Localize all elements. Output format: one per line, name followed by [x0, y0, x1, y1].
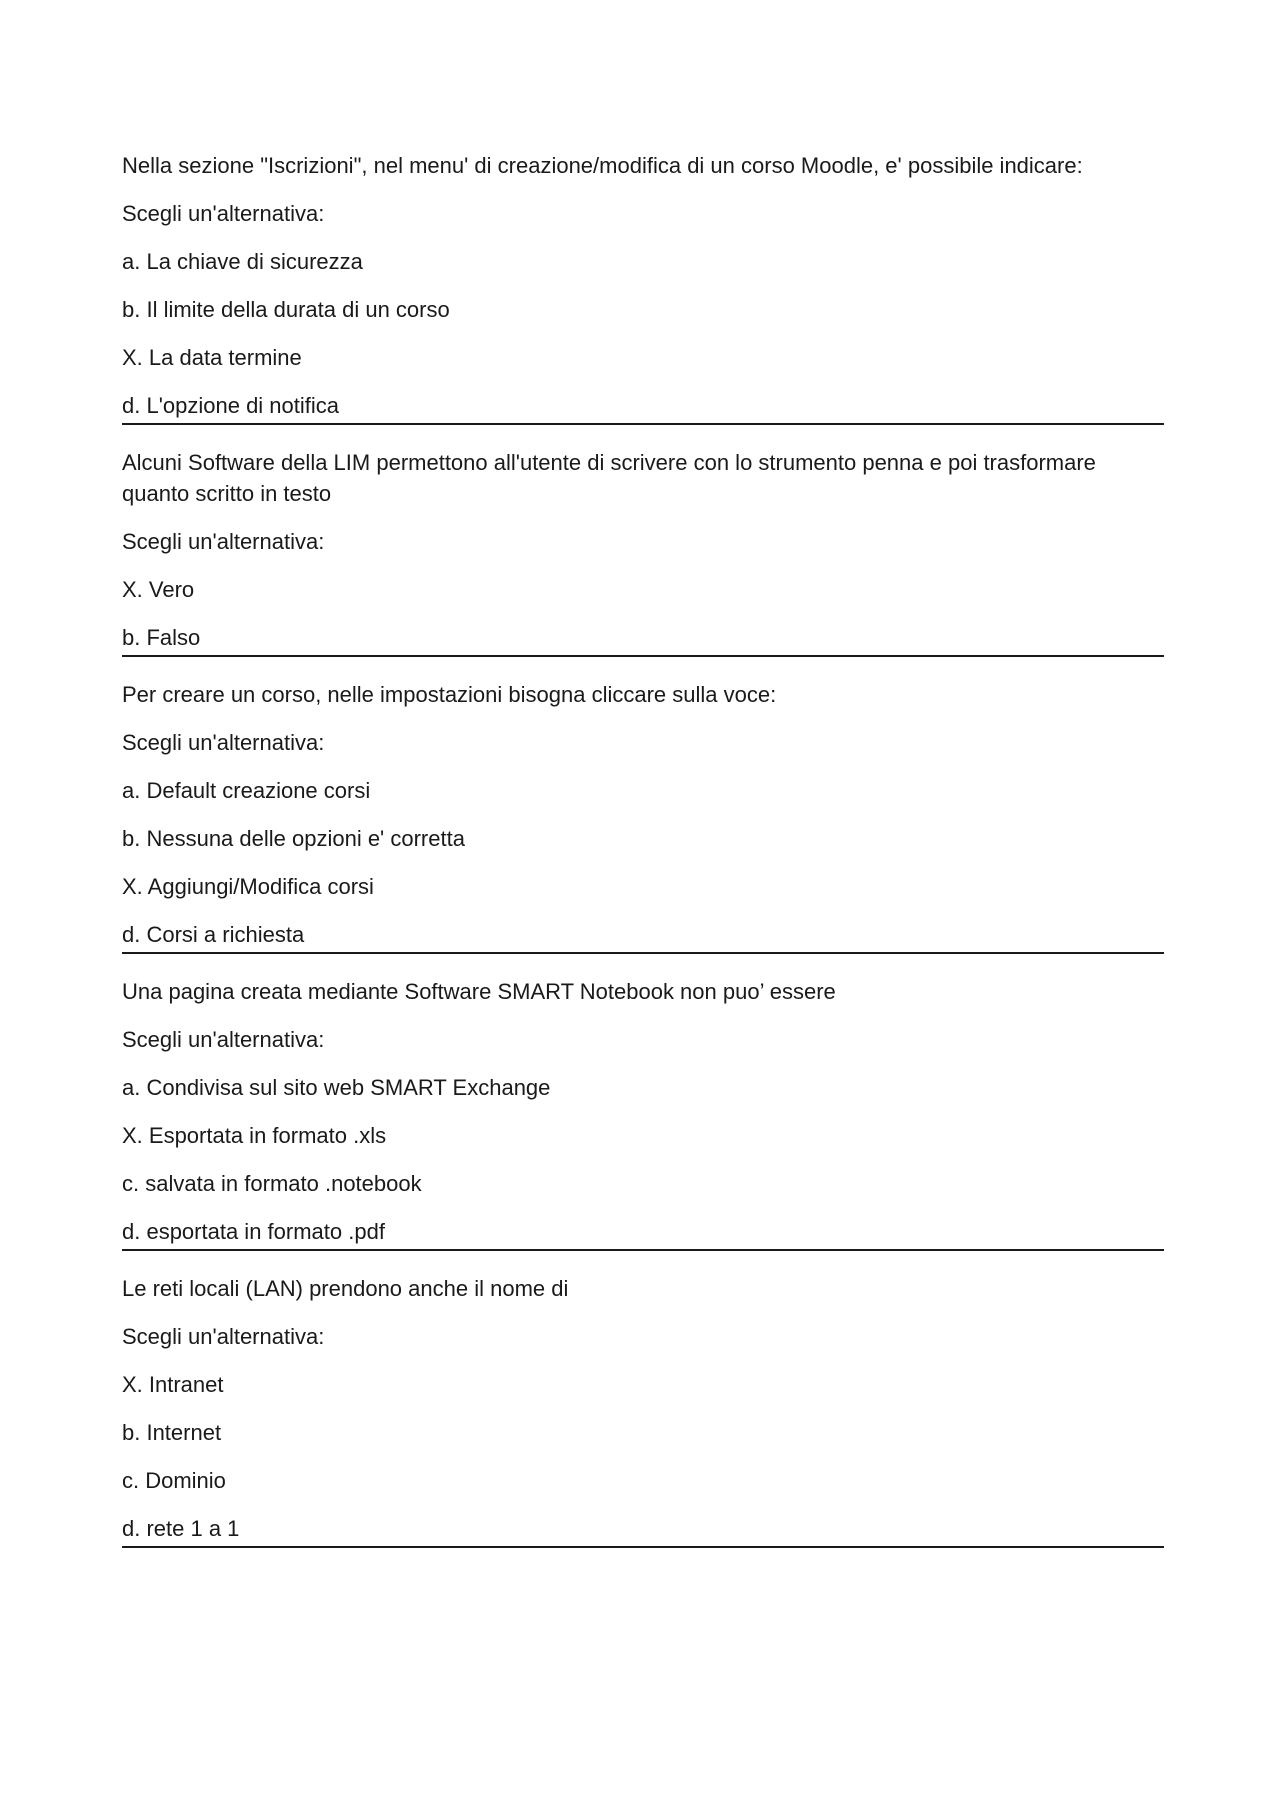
question-block	[122, 447, 1164, 657]
answer-option: b. Il limite della durata di un corso	[122, 297, 450, 322]
question-block	[122, 1273, 1164, 1548]
answer-option: b. Falso	[122, 625, 201, 650]
answer-option: a. Condivisa sul sito web SMART Exchange	[122, 1075, 551, 1100]
question-block	[122, 976, 1164, 1251]
answer-option: X. Esportata in formato .xls	[122, 1123, 387, 1148]
answer-option: X. Intranet	[122, 1372, 224, 1397]
answer-option: a. La chiave di sicurezza	[122, 249, 363, 274]
answer-option: d. rete 1 a 1	[122, 1516, 240, 1541]
answer-option: X. La data termine	[122, 345, 302, 370]
answer-option: a. Default creazione corsi	[122, 778, 371, 803]
question-block	[122, 150, 1164, 425]
choice-prompt: Scegli un'alternativa:	[122, 529, 325, 554]
choice-prompt: Scegli un'alternativa:	[122, 1324, 325, 1349]
choice-prompt: Scegli un'alternativa:	[122, 1027, 325, 1052]
answer-option: d. esportata in formato .pdf	[122, 1219, 385, 1244]
choice-prompt: Scegli un'alternativa:	[122, 730, 325, 755]
answer-option: d. Corsi a richiesta	[122, 922, 305, 947]
question-block	[122, 679, 1164, 954]
question-text: Le reti locali (LAN) prendono anche il nome di	[122, 1276, 569, 1301]
question-text: Alcuni Software della LIM permettono all'utente di scrivere con lo strumento penna e poi trasformare quanto scritto in testo	[122, 450, 1096, 506]
question-text: Per creare un corso, nelle impostazioni bisogna cliccare sulla voce:	[122, 682, 777, 707]
question-text: Una pagina creata mediante Software SMART Notebook non puo’ essere	[122, 979, 836, 1004]
answer-option: b. Nessuna delle opzioni e' corretta	[122, 826, 465, 851]
choice-prompt: Scegli un'alternativa:	[122, 201, 325, 226]
answer-option: c. salvata in formato .notebook	[122, 1171, 422, 1196]
answer-option: X. Vero	[122, 577, 195, 602]
answer-option: b. Internet	[122, 1420, 222, 1445]
answer-option: X. Aggiungi/Modifica corsi	[122, 874, 374, 899]
answer-option: d. L'opzione di notifica	[122, 393, 340, 418]
question-text: Nella sezione "Iscrizioni", nel menu' di creazione/modifica di un corso Moodle, e' possibile indicare:	[122, 153, 1083, 178]
answer-option: c. Dominio	[122, 1468, 226, 1493]
